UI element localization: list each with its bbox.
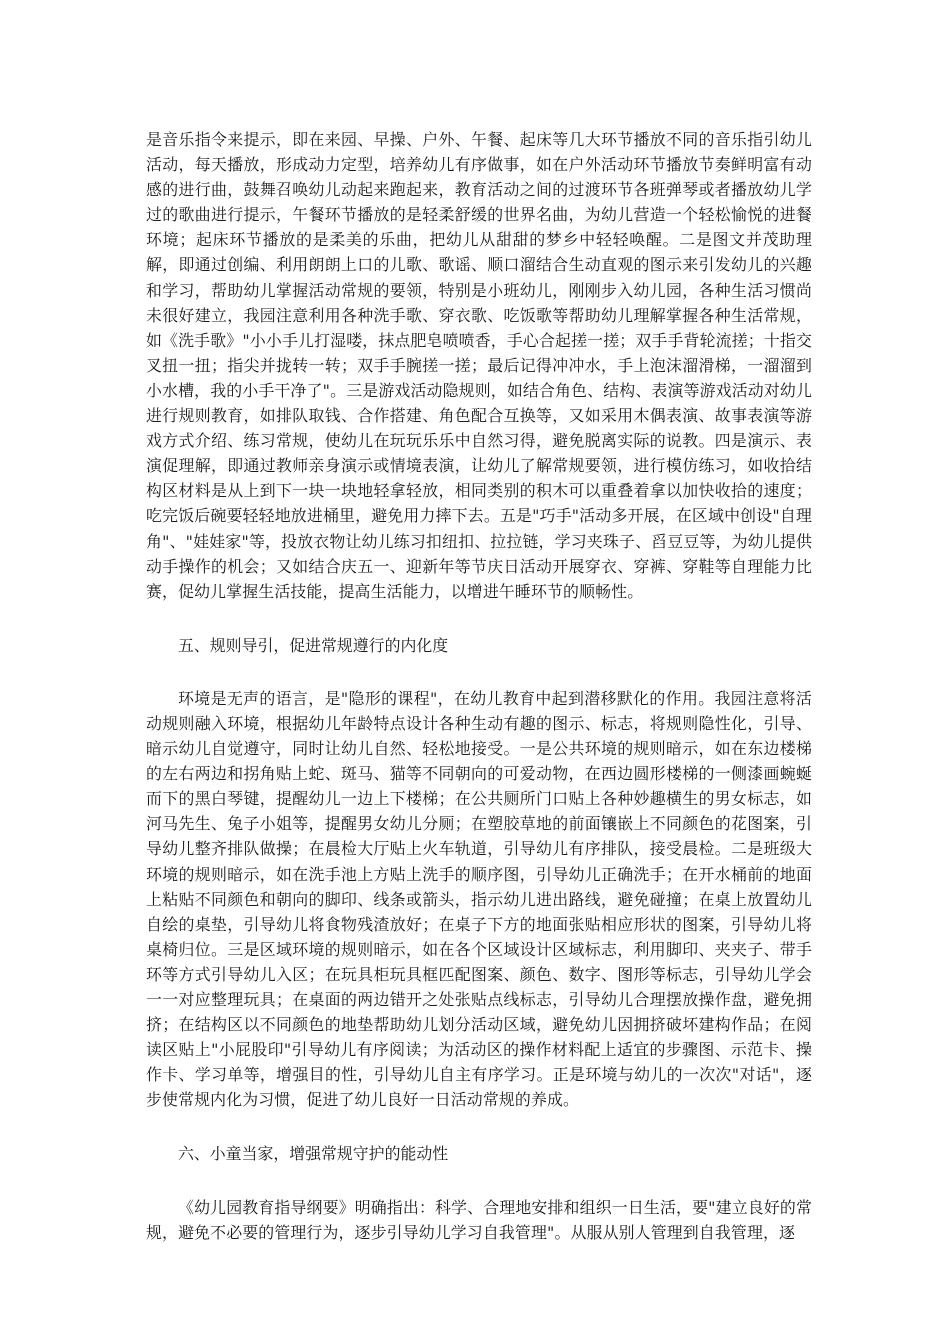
section-heading: 六、小童当家，增强常规守护的能动性 [178, 1144, 449, 1164]
spacer [146, 1112, 812, 1141]
spacer [146, 1167, 812, 1195]
body-paragraph: 环境是无声的语言，是"隐形的课程"，在幼儿教育中起到潜移默化的作用。我园注意将活动规则融入环境，根据幼儿年龄特点设计各种生动有趣的图示、标志，将规则隐性化，引导、暗示幼儿自觉遵守，同时让幼儿自然、轻松地接受。一是公共环境的规则暗示，如在东边楼梯的左右两边和拐角贴上蛇、斑马、猫等不同朝向的可爱动物，在西边圆形楼梯的一侧漆画蜿蜒而下的黑白琴键，提醒幼儿一边上下楼梯；在公共厕所门口贴上各种妙趣横生的男女标志，如河马先生、兔子小姐等，提醒男女幼儿分厕；在塑胶草地的前面镶嵌上不同颜色的花图案，引导幼儿整齐排队做操；在晨检大厅贴上火车轨道，引导幼儿有序排队，接受晨检。二是班级大环境的规则暗示，如在洗手池上方贴上洗手的顺序图，引导幼儿正确洗手；在开水桶前的地面上粘贴不同颜色和朝向的脚印、线条或箭头，指示幼儿进出路线，避免碰撞；在桌上放置幼儿自绘的桌垫，引导幼儿将食物残渣放好；在桌子下方的地面张贴相应形状的图案，引导幼儿将桌椅归位。三是区域环境的规则暗示，如在各个区域设计区域标志，利用脚印、夹夹子、带手环等方式引导幼儿入区；在玩具柜玩具框匹配图案、颜色、数字、图形等标志，引导幼儿学会一一对应整理玩具；在桌面的两边错开之处张贴点线标志，引导幼儿合理摆放操作盘，避免拥挤；在结构区以不同颜色的地垫帮助幼儿划分活动区域，避免幼儿因拥挤破坏建构作品；在阅读区贴上"小屁股印"引导幼儿有序阅读；为活动区的操作材料配上适宜的步骤图、示范卡、操作卡、学习单等，增强目的性，引导幼儿自主有序学习。正是环境与幼儿的一次次"对话"，逐步使常规内化为习惯，促进了幼儿良好一日活动常规的养成。 [146, 688, 812, 1110]
spacer [146, 604, 812, 633]
body-paragraph: 是音乐指令来提示，即在来园、早操、户外、午餐、起床等几大环节播放不同的音乐指引幼儿活动，每天播放，形成动力定型，培养幼儿有序做事，如在户外活动环节播放节奏鲜明富有动感的进行曲，鼓舞召唤幼儿动起来跑起来，教育活动之间的过渡环节各班弹琴或者播放幼儿学过的歌曲进行提示，午餐环节播放的是轻柔舒缓的世界名曲，为幼儿营造一个轻松愉悦的进餐环境；起床环节播放的是柔美的乐曲，把幼儿从甜甜的梦乡中轻轻唤醒。二是图文并茂助理解，即通过创编、利用朗朗上口的儿歌、歌谣、顺口溜结合生动直观的图示来引发幼儿的兴趣和学习，帮助幼儿掌握活动常规的要领，特别是小班幼儿，刚刚步入幼儿园，各种生活习惯尚未很好建立，我园注意利用各种洗手歌、穿衣歌、吃饭歌等帮助幼儿理解掌握各种生活常规，如《洗手歌》"小小手儿打湿喽，抹点肥皂喷喷香，手心合起搓一搓；双手手背轮流搓；十指交叉扭一扭；指尖并拢转一转；双手手腕搓一搓；最后记得冲冲水，手上泡沫溜滑梯，一溜溜到小水槽，我的小手干净了"。三是游戏活动隐规则，如结合角色、结构、表演等游戏活动对幼儿进行规则教育，如排队取钱、合作搭建、角色配合互换等，又如采用木偶表演、故事表演等游戏方式介绍、练习常规，使幼儿在玩玩乐乐中自然习得，避免脱离实际的说教。四是演示、表演促理解，即通过教师亲身演示或情境表演，让幼儿了解常规要领，进行模仿练习，如收拾结构区材料是从上到下一块一块地轻拿轻放，相同类别的积木可以重叠着拿以加快收拾的速度；吃完饭后碗要轻轻地放进桶里，避免用力摔下去。五是"巧手"活动多开展，在区域中创设"自理角"、"娃娃家"等，投放衣物让幼儿练习扣纽扣、拉拉链，学习夹珠子、舀豆豆等，为幼儿提供动手操作的机会；又如结合庆五一、迎新年等节庆日活动开展穿衣、穿裤、穿鞋等自理能力比赛，促幼儿掌握生活技能，提高生活能力，以增进午睡环节的顺畅性。 [146, 130, 812, 601]
body-paragraph: 《幼儿园教育指导纲要》明确指出：科学、合理地安排和组织一日生活，要"建立良好的常规，避免不必要的管理行为，逐步引导幼儿学习自我管理"。从服从别人管理到自我管理，逐 [146, 1197, 812, 1242]
document-page [146, 127, 812, 1245]
spacer [146, 658, 812, 686]
section-heading: 五、规则导引，促进常规遵行的内化度 [178, 635, 449, 655]
